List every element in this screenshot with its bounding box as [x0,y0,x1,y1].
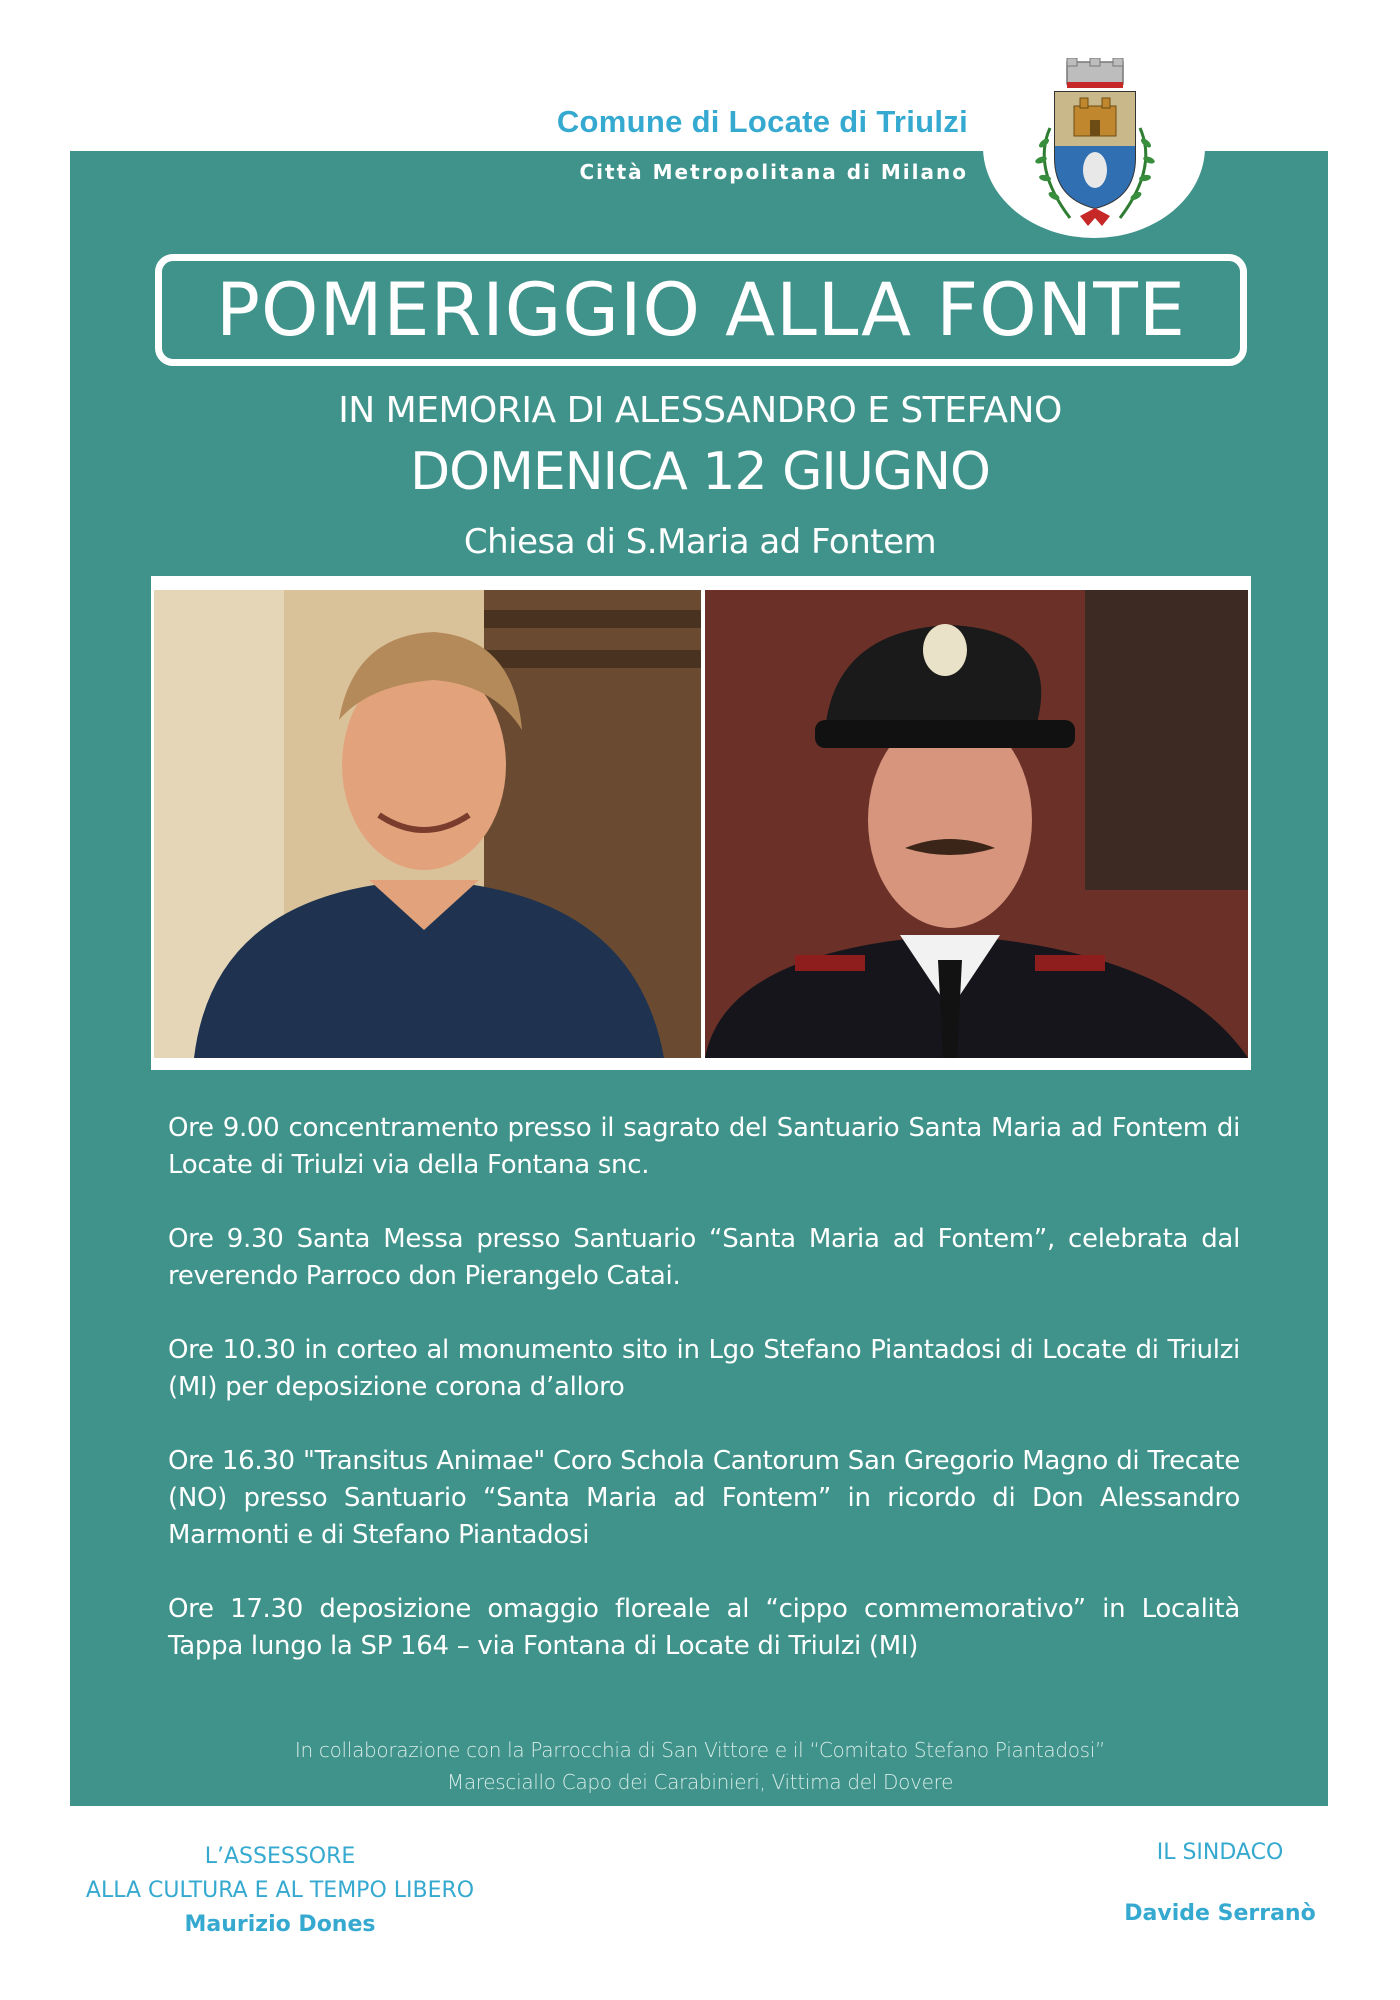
municipality-subtitle: Città Metropolitana di Milano [579,160,968,184]
portrait-left-photo [154,590,701,1058]
collaboration-line-1: In collaborazione con la Parrocchia di San Vittore e il “Comitato Stefano Piantadosi” [294,1738,1106,1762]
program-item: Ore 17.30 deposizione omaggio floreale al “cippo commemorativo” in Località Tappa lungo la SP 164 – via Fontana di Locate di Triulzi (MI) [168,1594,1240,1661]
program-item: Ore 16.30 "Transitus Animae" Coro Schola Cantorum San Gregorio Magno di Trecate (NO) presso Santuario “Santa Maria ad Fontem” in ricordo di Don Alessandro Marmonti e di Stefano Piantadosi [168,1446,1240,1550]
municipal-coat-of-arms-icon [1010,58,1180,238]
photo-strip [151,576,1251,1070]
event-title-box [155,254,1247,366]
sindaco-signature [1095,1840,1345,1926]
event-program [168,1110,1240,1702]
memorial-dedication: IN MEMORIA DI ALESSANDRO E STEFANO [338,390,1062,431]
event-title: POMERIGGIO ALLA FONTE [215,267,1187,353]
portrait-right-photo [705,590,1248,1058]
program-item: Ore 9.30 Santa Messa presso Santuario “Santa Maria ad Fontem”, celebrata dal reverendo Parroco don Pierangelo Catai. [168,1224,1240,1291]
event-location: Chiesa di S.Maria ad Fontem [463,522,937,562]
event-date: DOMENICA 12 GIUGNO [410,442,990,502]
sindaco-role: IL SINDACO [1156,1840,1284,1865]
collaboration-line-2: Maresciallo Capo dei Carabinieri, Vittima del Dovere [446,1770,954,1794]
assessore-signature [70,1840,490,1942]
program-item: Ore 9.00 concentramento presso il sagrato del Santuario Santa Maria ad Fontem di Locate di Triulzi via della Fontana snc. [168,1113,1240,1180]
program-item: Ore 10.30 in corteo al monumento sito in Lgo Stefano Piantadosi di Locate di Triulzi (MI) per deposizione corona d’alloro [168,1335,1240,1402]
assessore-name: Maurizio Dones [184,1912,376,1937]
sindaco-name: Davide Serranò [1124,1901,1316,1926]
municipality-title: Comune di Locate di Triulzi [556,104,968,139]
assessore-role-1: L’ASSESSORE [204,1844,356,1869]
assessore-role-2: ALLA CULTURA E AL TEMPO LIBERO [85,1878,475,1903]
